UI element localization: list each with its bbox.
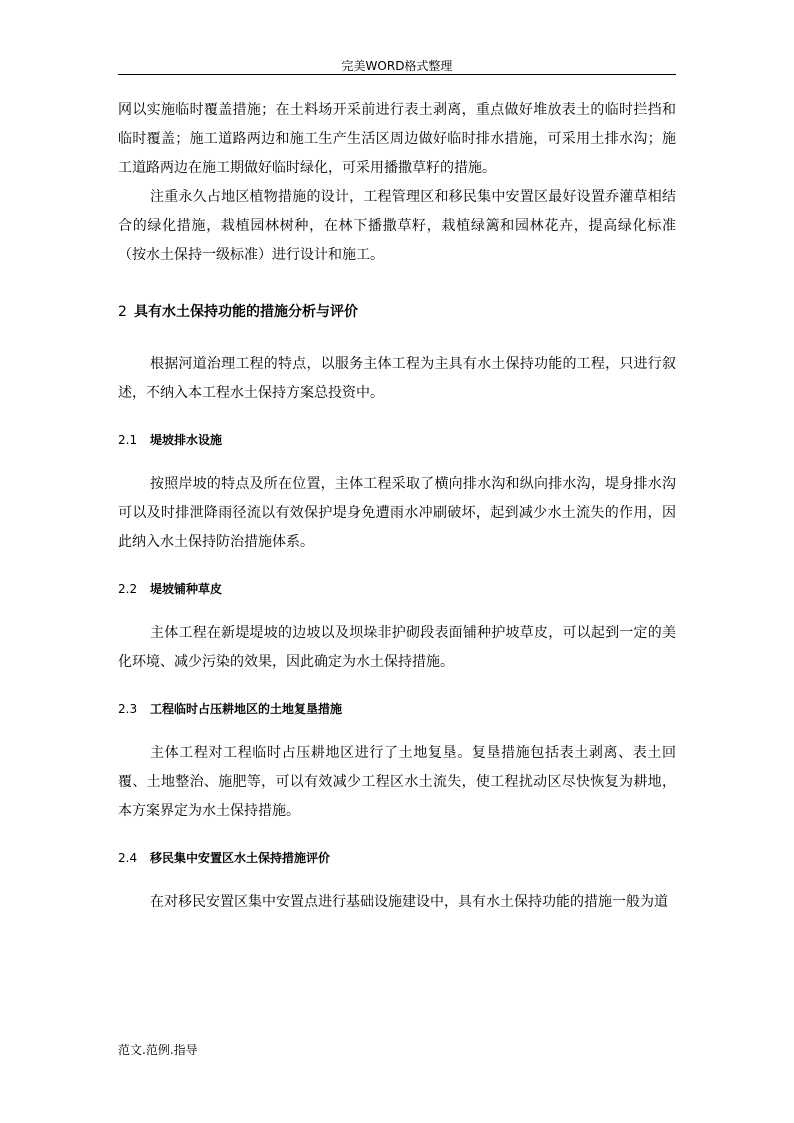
paragraph-intro-2: 注重永久占地区植物措施的设计，工程管理区和移民集中安置区最好设置乔灌草相结合的绿化措施，栽植园林树种，在林下播撒草籽，栽植绿篱和园林花卉，提高绿化标准（按水土保持一级标准）进行设计和施工。 <box>118 189 676 263</box>
section-intro-paragraph: 根据河道治理工程的特点，以服务主体工程为主具有水土保持功能的工程，只进行叙述，不纳入本工程水土保持方案总投资中。 <box>118 356 676 401</box>
section-title: 具有水土保持功能的措施分析与评价 <box>134 304 358 320</box>
subsection-number: 2.2 <box>118 582 138 596</box>
page-header: 完美WORD格式整理 <box>341 59 453 73</box>
subsection-title: 工程临时占压耕地区的土地复垦措施 <box>150 702 343 716</box>
subsection-heading-2-3 <box>118 699 676 719</box>
subsection-number: 2.4 <box>118 851 138 865</box>
subsection-title: 堤坡铺种草皮 <box>150 582 223 596</box>
section-heading-2 <box>118 302 676 322</box>
subsection-title: 堤坡排水设施 <box>150 433 223 447</box>
section-number: 2 <box>118 304 127 320</box>
subsection-paragraph-2-3: 主体工程对工程临时占压耕地区进行了土地复垦。复垦措施包括表土剥离、表土回覆、土地整治、施肥等，可以有效减少工程区水土流失，使工程扰动区尽快恢复为耕地，本方案界定为水土保持措施。 <box>118 745 676 819</box>
subsection-paragraph-2-2: 主体工程在新堤堤坡的边坡以及坝垛非护砌段表面铺种护坡草皮，可以起到一定的美化环境、减少污染的效果，因此确定为水土保持措施。 <box>118 625 676 670</box>
subsection-heading-2-4 <box>118 848 676 868</box>
paragraph-intro-1: 网以实施临时覆盖措施；在土料场开采前进行表土剥离，重点做好堆放表土的临时拦挡和临时覆盖；施工道路两边和施工生产生活区周边做好临时排水措施，可采用土排水沟；施工道路两边在施工期做好临时绿化，可采用播撒草籽的措施。 <box>118 102 676 176</box>
subsection-paragraph-2-1: 按照岸坡的特点及所在位置，主体工程采取了横向排水沟和纵向排水沟，堤身排水沟可以及时排泄降雨径流以有效保护堤身免遭雨水冲刷破坏，起到减少水土流失的作用，因此纳入水土保持防治措施体系。 <box>118 476 676 550</box>
subsection-heading-2-1 <box>118 430 676 450</box>
document-body <box>118 96 676 917</box>
header-rule <box>118 74 676 75</box>
page-footer: 范文.范例.指导 <box>118 1043 198 1057</box>
subsection-number: 2.1 <box>118 433 138 447</box>
subsection-number: 2.3 <box>118 702 138 716</box>
subsection-heading-2-2 <box>118 579 676 599</box>
subsection-title: 移民集中安置区水土保持措施评价 <box>150 851 331 865</box>
subsection-paragraph-2-4: 在对移民安置区集中安置点进行基础设施建设中，具有水土保持功能的措施一般为道 <box>150 894 668 910</box>
